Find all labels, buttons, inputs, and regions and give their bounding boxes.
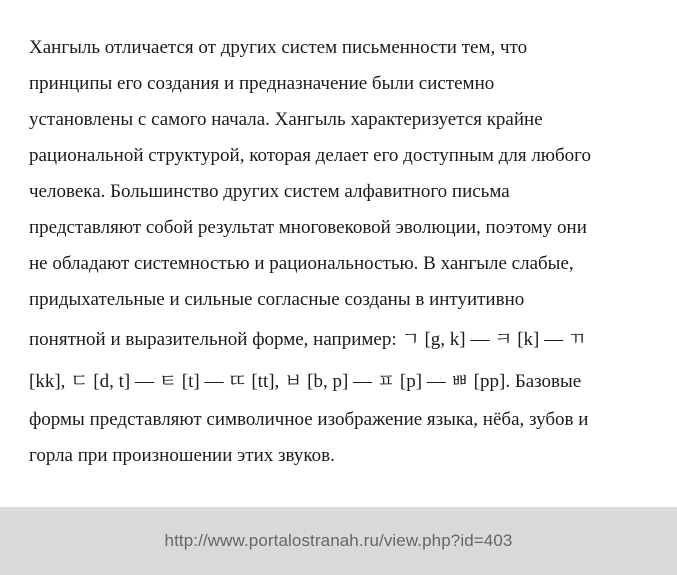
source-footer [0, 507, 677, 575]
text-line: рациональной структурой, которая делает его доступным для любого [29, 145, 591, 166]
source-url: http://www.portalostranah.ru/view.php?id=403 [164, 531, 513, 550]
article-text [29, 30, 659, 474]
text-line: принципы его создания и предназначение были системно [29, 73, 495, 94]
text-line: формы представляют символичное изображение языка, нёба, зубов и [29, 409, 589, 430]
text-line: установлены с самого начала. Хангыль характеризуется крайне [29, 109, 543, 130]
text-line: представляют собой результат многовековой эволюции, поэтому они [29, 217, 587, 238]
text-line: горла при произношении этих звуков. [29, 445, 335, 466]
text-line: Хангыль отличается от других систем письменности тем, что [29, 37, 528, 58]
text-line: человека. Большинство других систем алфавитного письма [29, 181, 510, 202]
text-line: [kk], ㄷ [d, t] — ㅌ [t] — ㄸ [tt], ㅂ [b, p] — ㅍ [p] — ㅃ [pp]. Базовые [29, 371, 582, 392]
text-line: не обладают системностью и рациональностью. В хангыле слабые, [29, 253, 574, 274]
text-line: понятной и выразительной форме, например: ㄱ [g, k] — ㅋ [k] — ㄲ [29, 329, 587, 350]
text-line: придыхательные и сильные согласные созданы в интуитивно [29, 289, 525, 310]
